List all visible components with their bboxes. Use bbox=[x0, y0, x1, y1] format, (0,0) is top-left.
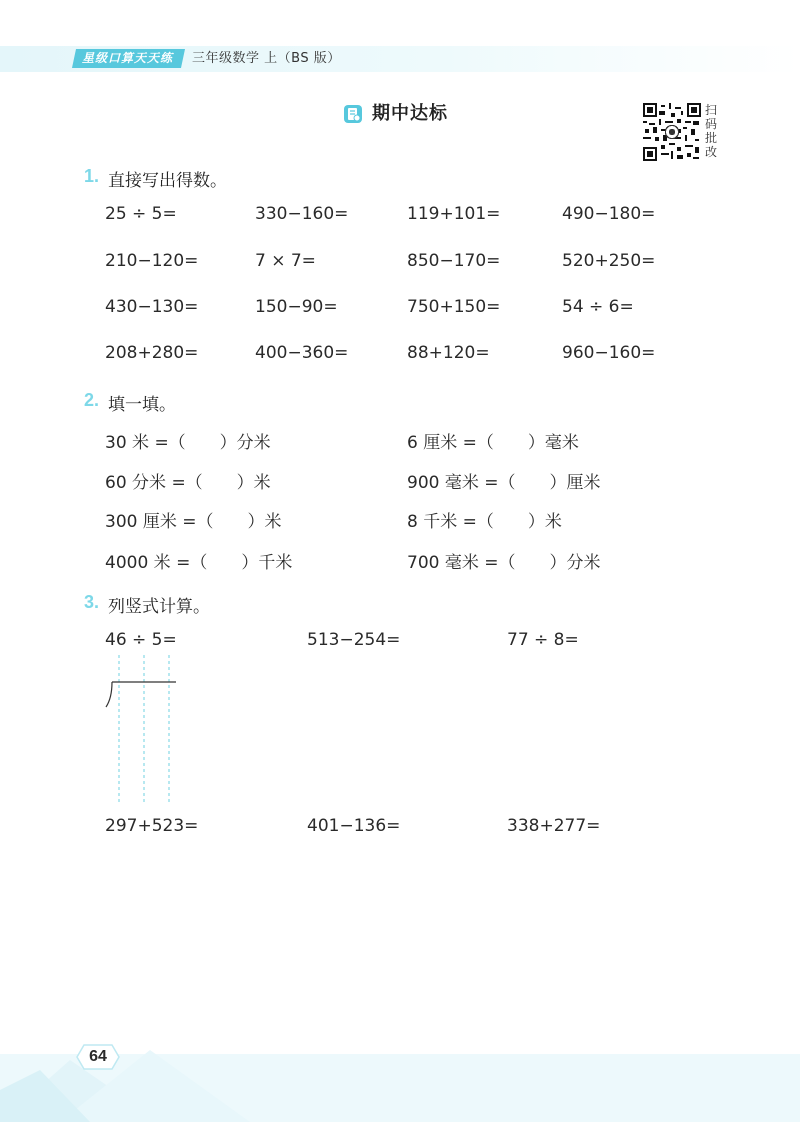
vertical-problem: 401−136= bbox=[307, 816, 401, 836]
qr-char: 扫 bbox=[704, 103, 717, 117]
section-number: 3. bbox=[84, 592, 100, 612]
qr-char: 码 bbox=[704, 117, 717, 131]
problem: 490−180= bbox=[562, 204, 656, 224]
problem: 7 × 7= bbox=[255, 251, 316, 271]
problem: 430−130= bbox=[105, 297, 199, 317]
problem: 330−160= bbox=[255, 204, 349, 224]
section-title: 填一填。 bbox=[108, 395, 176, 415]
qr-code[interactable] bbox=[643, 103, 701, 161]
vertical-problem: 297+523= bbox=[105, 816, 199, 836]
fill-blank-item: 900 毫米 =（ ）厘米 bbox=[407, 473, 601, 493]
problem: 208+280= bbox=[105, 343, 199, 363]
problem: 54 ÷ 6= bbox=[562, 297, 634, 317]
problem: 960−160= bbox=[562, 343, 656, 363]
vertical-problem: 46 ÷ 5= bbox=[105, 630, 177, 650]
section-title: 列竖式计算。 bbox=[108, 597, 210, 617]
fill-blank-item: 4000 米 =（ ）千米 bbox=[105, 553, 293, 573]
long-division-guide bbox=[100, 655, 184, 805]
book-subtitle: 三年级数学 上（BS 版） bbox=[192, 51, 341, 66]
problem: 210−120= bbox=[105, 251, 199, 271]
problem: 25 ÷ 5= bbox=[105, 204, 177, 224]
vertical-problem: 77 ÷ 8= bbox=[507, 630, 579, 650]
vertical-problem: 513−254= bbox=[307, 630, 401, 650]
problem: 119+101= bbox=[407, 204, 501, 224]
page-number: 64 bbox=[89, 1048, 107, 1065]
problem: 88+120= bbox=[407, 343, 490, 363]
qr-char: 批 bbox=[704, 131, 717, 145]
qr-char: 改 bbox=[704, 145, 717, 159]
fill-blank-item: 60 分米 =（ ）米 bbox=[105, 473, 271, 493]
fill-blank-item: 6 厘米 =（ ）毫米 bbox=[407, 433, 579, 453]
problem: 850−170= bbox=[407, 251, 501, 271]
section-title: 直接写出得数。 bbox=[108, 171, 227, 191]
vertical-problem: 338+277= bbox=[507, 816, 601, 836]
problem: 750+150= bbox=[407, 297, 501, 317]
fill-blank-item: 700 毫米 =（ ）分米 bbox=[407, 553, 601, 573]
problem: 520+250= bbox=[562, 251, 656, 271]
problem: 150−90= bbox=[255, 297, 338, 317]
fill-blank-item: 30 米 =（ ）分米 bbox=[105, 433, 271, 453]
page-title: 期中达标 bbox=[372, 103, 448, 124]
problem: 400−360= bbox=[255, 343, 349, 363]
fill-blank-item: 8 千米 =（ ）米 bbox=[407, 512, 562, 532]
exam-icon bbox=[343, 104, 363, 124]
series-badge: 星级口算天天练 bbox=[72, 49, 185, 68]
qr-instruction bbox=[704, 103, 718, 159]
section-number: 1. bbox=[84, 166, 100, 186]
section-number: 2. bbox=[84, 390, 100, 410]
footer-decoration bbox=[0, 1020, 800, 1122]
fill-blank-item: 300 厘米 =（ ）米 bbox=[105, 512, 282, 532]
